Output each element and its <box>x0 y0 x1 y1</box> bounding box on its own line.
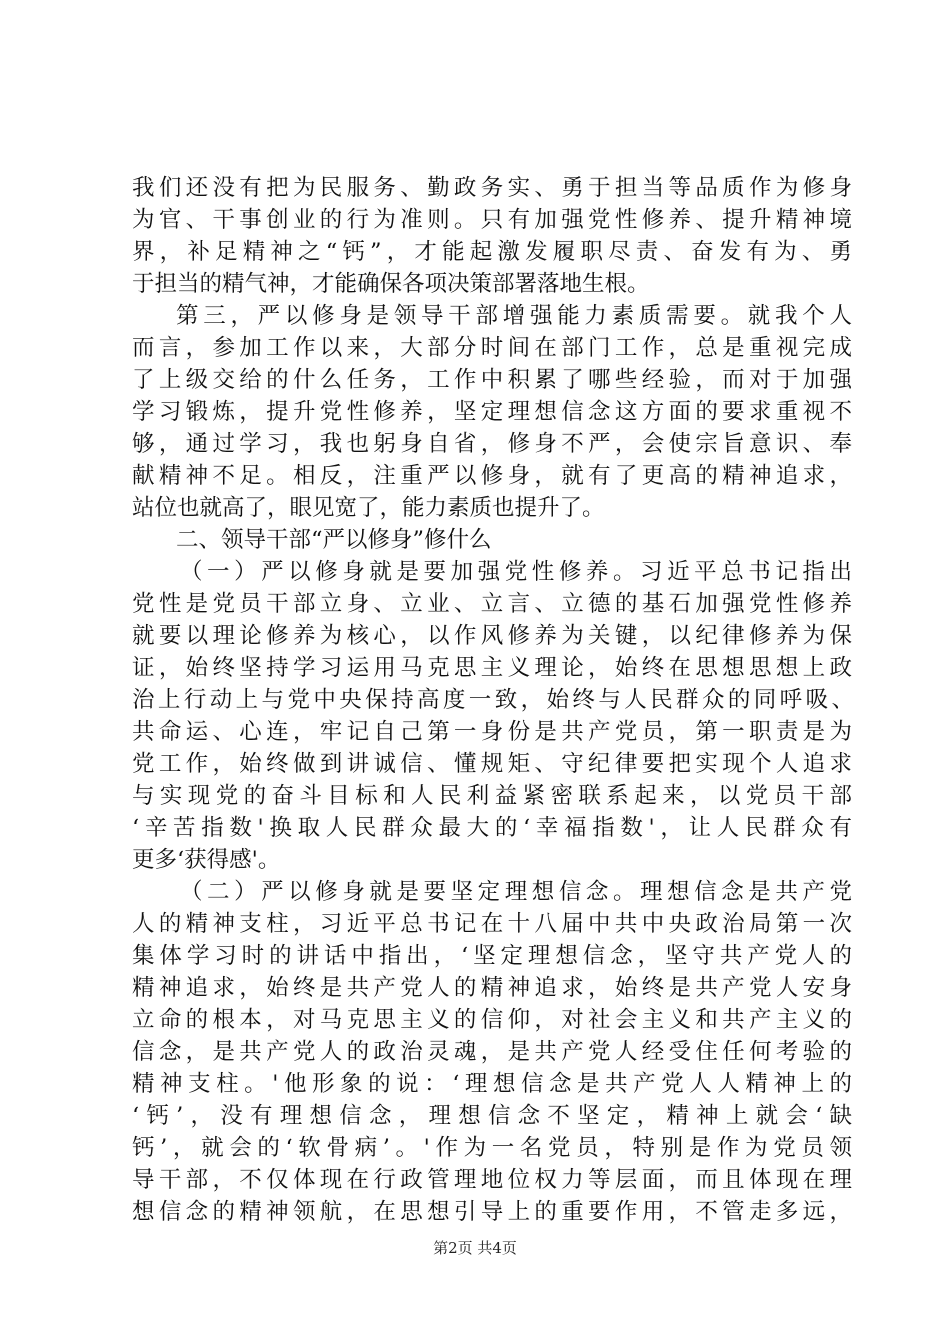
text-line: 集体学习时的讲话中指出，‘坚定理想信念，坚守共产党人的 <box>132 943 852 969</box>
text-line: 够，通过学习，我也躬身自省，修身不严，会使宗旨意识、奉 <box>132 431 852 457</box>
text-line: 导干部，不仅体现在行政管理地位权力等层面，而且体现在理 <box>132 1167 852 1193</box>
text-line: 学习锻炼，提升党性修养，坚定理想信念这方面的要求重视不 <box>132 399 852 425</box>
text-line: 站位也就高了，眼见宽了，能力素质也提升了。 <box>132 495 605 521</box>
text-line: 党工作，始终做到讲诚信、懂规矩、守纪律要把实现个人追求 <box>132 751 852 777</box>
text-line: 界，补足精神之“钙”，才能起激发履职尽责、奋发有为、勇 <box>132 239 852 265</box>
text-line: 我们还没有把为民服务、勤政务实、勇于担当等品质作为修身 <box>132 175 852 201</box>
paragraph-start: （一）严以修身就是要加强党性修养。习近平总书记指出 <box>180 559 852 585</box>
text-line: ‘辛苦指数'换取人民群众最大的‘幸福指数'，让人民群众有 <box>132 815 852 841</box>
text-line: 共命运、心连，牢记自己第一身份是共产党员，第一职责是为 <box>132 719 852 745</box>
paragraph-start: （二）严以修身就是要坚定理想信念。理想信念是共产党 <box>180 879 852 905</box>
paragraph-start: 第三，严以修身是领导干部增强能力素质需要。就我个人 <box>176 303 852 329</box>
text-line: 党性是党员干部立身、立业、立言、立德的基石加强党性修养 <box>132 591 852 617</box>
text-line: 献精神不足。相反，注重严以修身，就有了更高的精神追求， <box>132 463 852 489</box>
text-line: 证，始终坚持学习运用马克思主义理论，始终在思想思想上政 <box>132 655 852 681</box>
text-line: 信念，是共产党人的政治灵魂，是共产党人经受住任何考验的 <box>132 1039 852 1065</box>
text-line: 了上级交给的什么任务，工作中积累了哪些经验，而对于加强 <box>132 367 852 393</box>
page-number: 第2页 共4页 <box>433 1239 517 1257</box>
text-line: 于担当的精气神，才能确保各项决策部署落地生根。 <box>132 271 650 297</box>
text-line: ‘钙’，没有理想信念，理想信念不坚定，精神上就会‘缺 <box>132 1103 852 1129</box>
text-line: 立命的根本，对马克思主义的信仰，对社会主义和共产主义的 <box>132 1007 852 1033</box>
section-heading: 二、领导干部“严以修身”修什么 <box>176 527 492 553</box>
text-line: 与实现党的奋斗目标和人民利益紧密联系起来，以党员干部 <box>132 783 852 809</box>
text-line: 就要以理论修养为核心，以作风修养为关键，以纪律修养为保 <box>132 623 852 649</box>
text-line: 更多‘获得感'。 <box>132 847 281 873</box>
text-line: 想信念的精神领航，在思想引导上的重要作用，不管走多远， <box>132 1199 852 1225</box>
text-line: 人的精神支柱，习近平总书记在十八届中共中央政治局第一次 <box>132 911 852 937</box>
text-line: 而言，参加工作以来，大部分时间在部门工作，总是重视完成 <box>132 335 852 361</box>
text-line: 为官、干事创业的行为准则。只有加强党性修养、提升精神境 <box>132 207 852 233</box>
text-line: 精神追求，始终是共产党人的精神追求，始终是共产党人安身 <box>132 975 852 1001</box>
text-line: 治上行动上与党中央保持高度一致，始终与人民群众的同呼吸、 <box>132 687 854 713</box>
text-line: 钙’，就会的‘软骨病’。'作为一名党员，特别是作为党员领 <box>132 1135 852 1161</box>
text-line: 精神支柱。'他形象的说：‘理想信念是共产党人人精神上的 <box>132 1071 852 1097</box>
